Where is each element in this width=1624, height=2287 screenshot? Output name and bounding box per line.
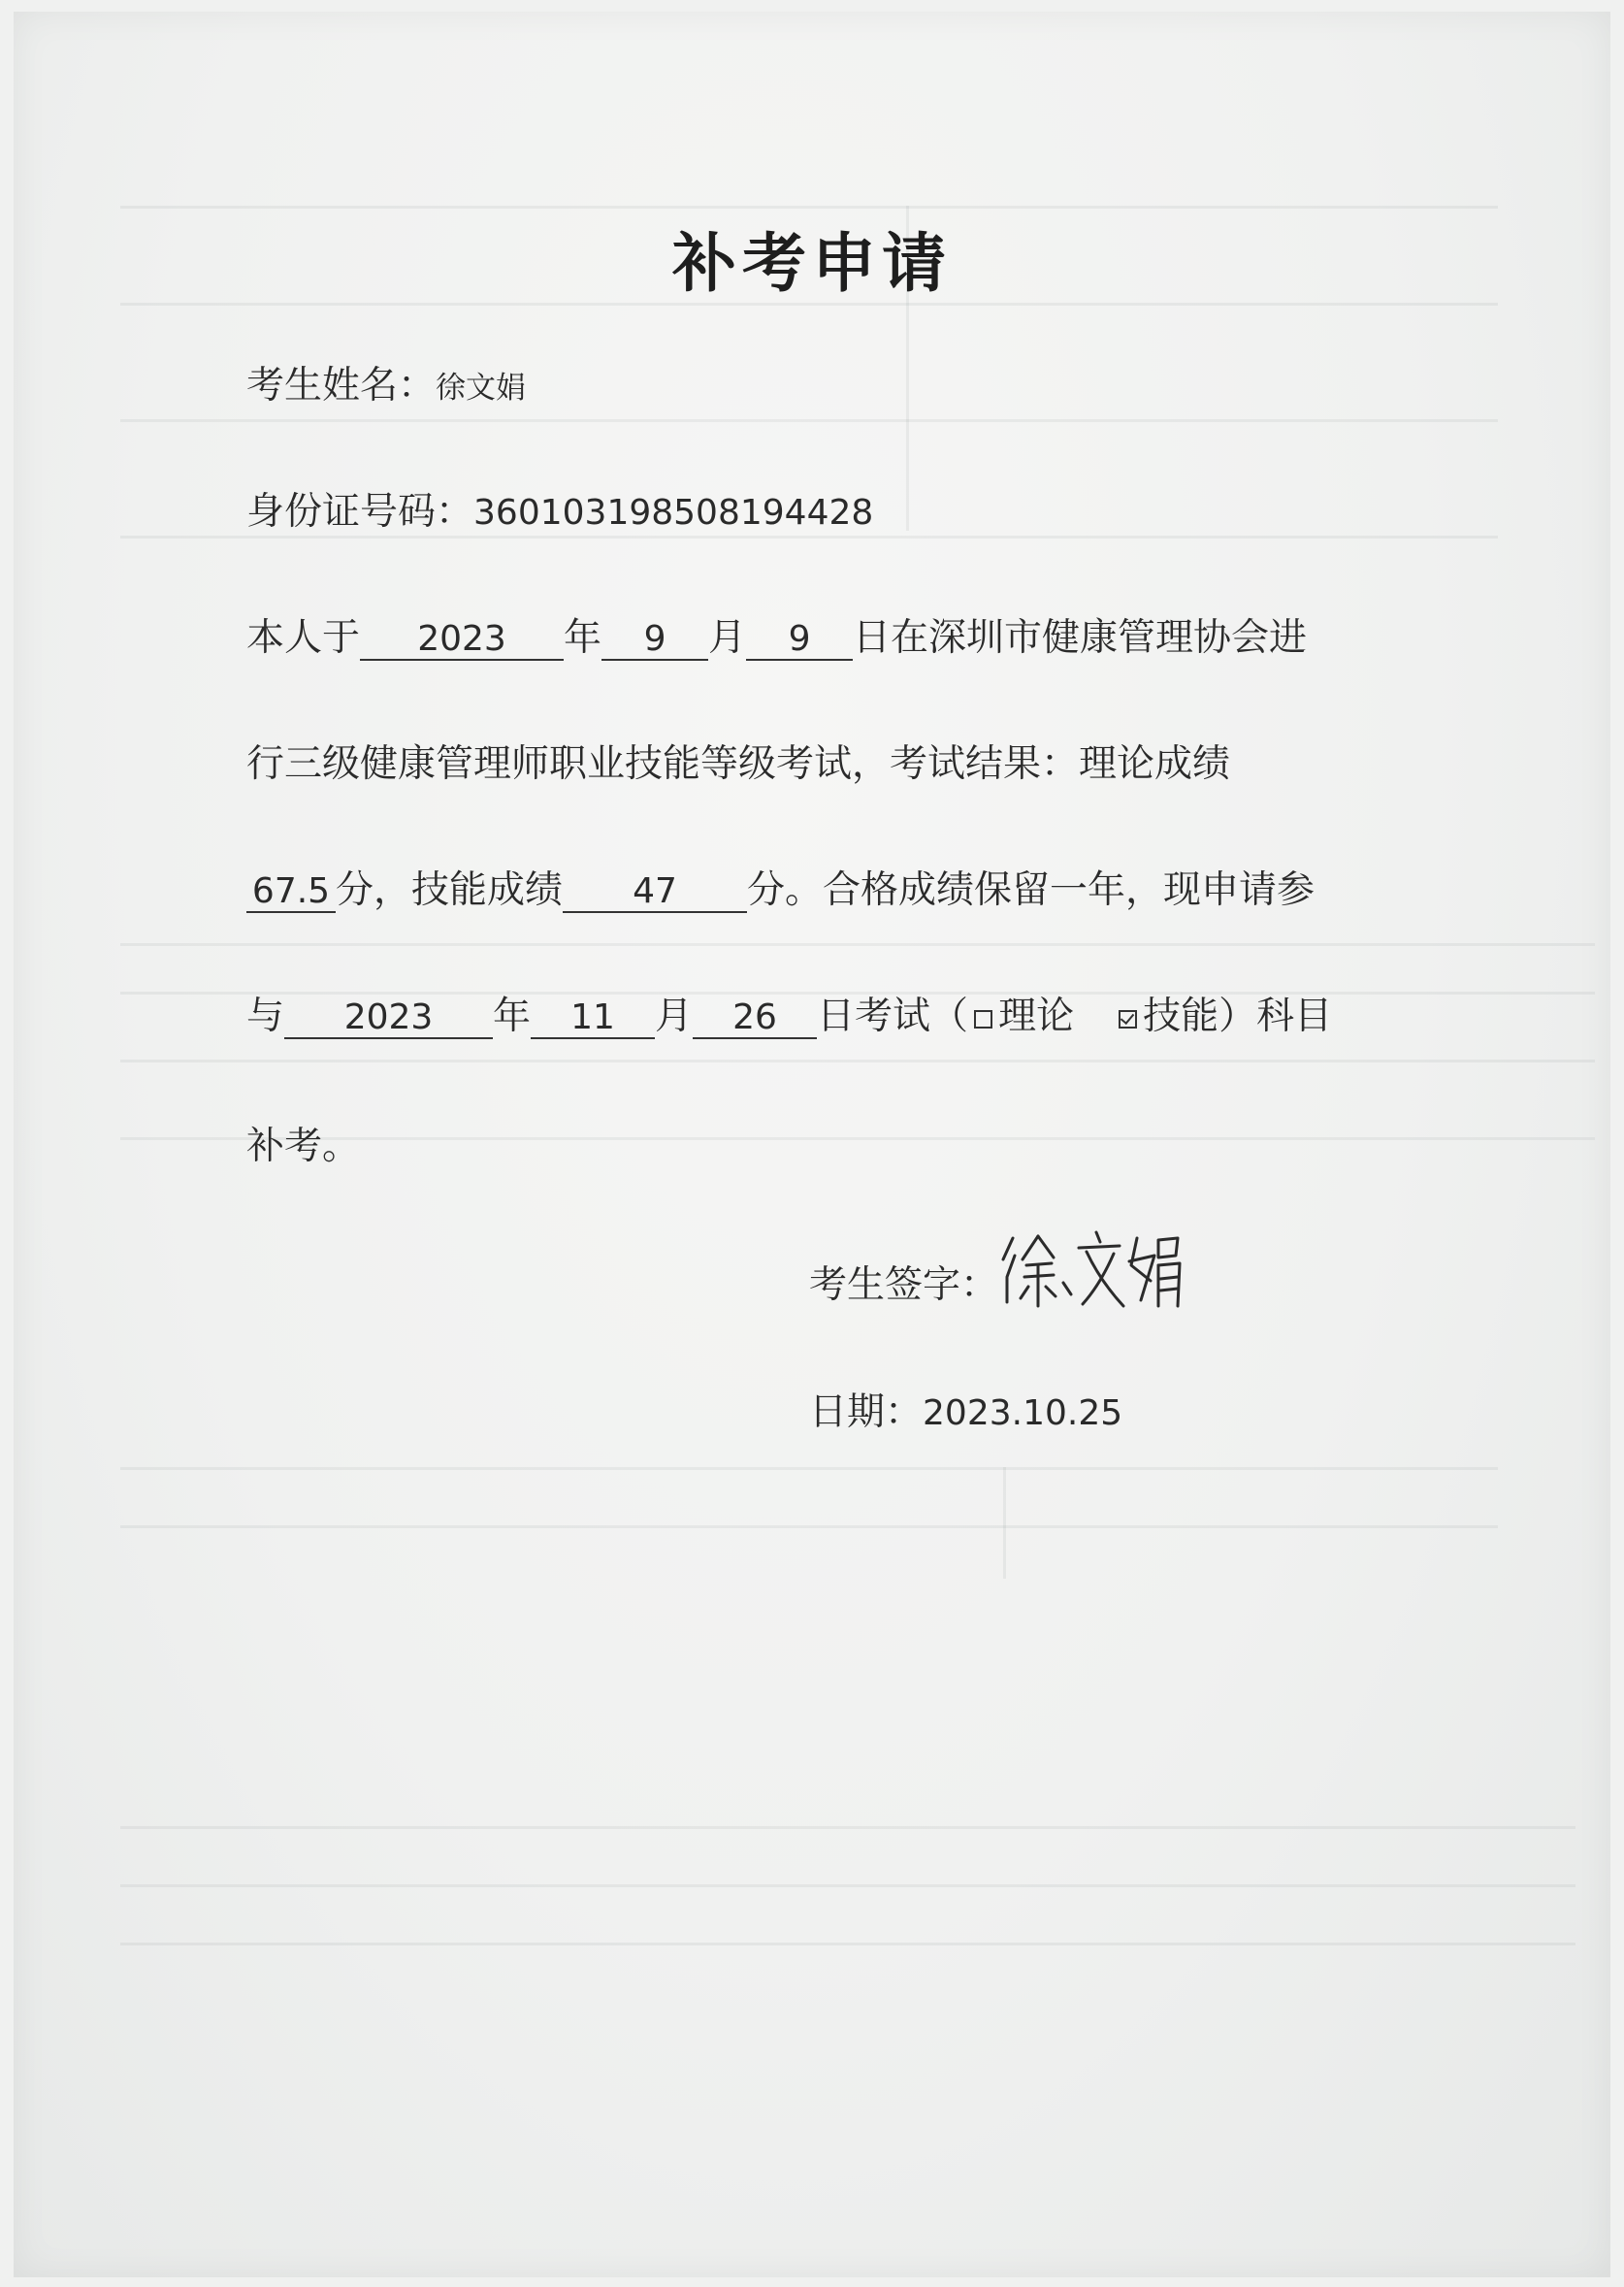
- p4-prefix: 与: [246, 995, 285, 1038]
- exam-day-field: 9: [746, 622, 853, 661]
- id-label: 身份证号码：: [246, 490, 474, 534]
- exam-month-field: 9: [601, 622, 708, 661]
- retake-day-field: 26: [693, 1000, 817, 1039]
- p3-mid: 分，技能成绩: [336, 868, 564, 912]
- skill-option-label: 技能: [1143, 995, 1219, 1038]
- skill-score-field: 47: [563, 874, 747, 913]
- name-value: 徐文娟: [436, 371, 527, 406]
- p4-year-char: 年: [493, 995, 532, 1038]
- p1-suffix: 日在深圳市健康管理协会进: [853, 616, 1308, 660]
- theory-checkbox[interactable]: [974, 1010, 992, 1029]
- skill-checkbox[interactable]: [1119, 1010, 1137, 1029]
- handwritten-signature: [999, 1226, 1184, 1314]
- p4-month-char: 月: [655, 995, 694, 1038]
- retake-month-field: 11: [531, 1000, 655, 1039]
- p4-day-text: 日考试（: [817, 995, 969, 1038]
- paragraph-line-1: [246, 616, 1308, 661]
- date-line: [809, 1382, 1122, 1436]
- paragraph-line-3: [246, 868, 1315, 913]
- retake-year-field: 2023: [284, 1000, 493, 1039]
- id-number-line: [246, 490, 874, 534]
- signature-label: 考生签字：: [809, 1263, 999, 1307]
- p4-suffix: ）科目: [1218, 995, 1333, 1038]
- id-value: 360103198508194428: [473, 493, 874, 533]
- p1-month-char: 月: [708, 616, 747, 660]
- p1-year-char: 年: [564, 616, 602, 660]
- p3-suffix: 分。合格成绩保留一年，现申请参: [747, 868, 1315, 912]
- paragraph-line-5: 补考。: [246, 1125, 361, 1168]
- theory-option-label: 理论: [998, 995, 1075, 1038]
- date-label: 日期：: [809, 1390, 924, 1434]
- paragraph-line-4: [246, 997, 1332, 1039]
- candidate-name-line: [246, 364, 527, 408]
- date-value: 2023.10.25: [923, 1393, 1123, 1433]
- theory-score-field: 67.5: [246, 874, 336, 913]
- document-title: 补考申请: [672, 225, 952, 301]
- paragraph-line-2: 行三级健康管理师职业技能等级考试，考试结果：理论成绩: [246, 742, 1231, 786]
- p1-prefix: 本人于: [246, 616, 361, 660]
- name-label: 考生姓名：: [246, 364, 437, 408]
- exam-year-field: 2023: [360, 622, 564, 661]
